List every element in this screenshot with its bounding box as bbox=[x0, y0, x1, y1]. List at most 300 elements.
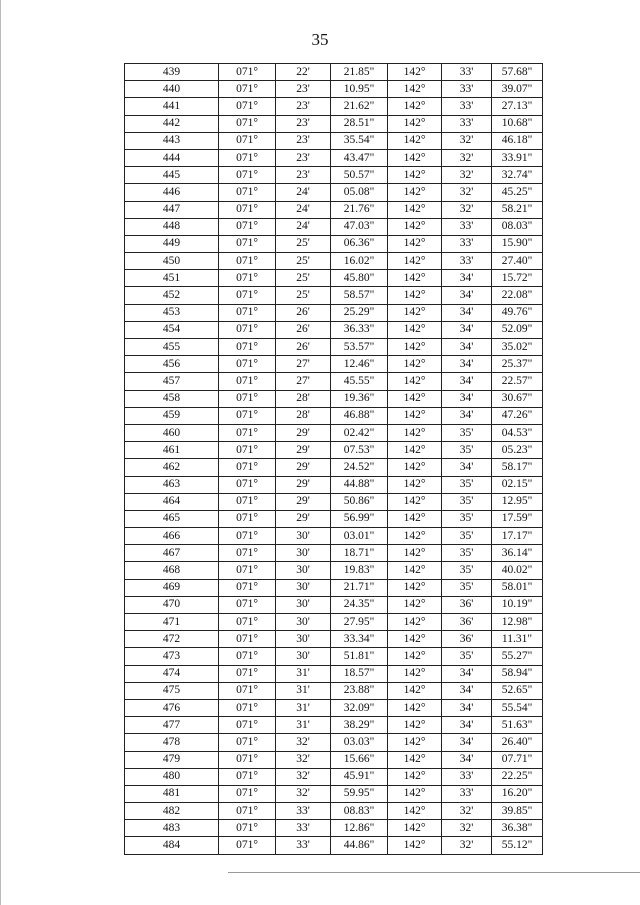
latitude-seconds-cell: 12.86" bbox=[331, 820, 388, 837]
page-left-edge bbox=[0, 0, 1, 905]
table-row bbox=[125, 339, 543, 356]
bottom-rule bbox=[228, 872, 640, 873]
latitude-minutes-cell: 32' bbox=[276, 734, 331, 751]
longitude-degrees-cell: 142° bbox=[388, 304, 442, 321]
longitude-minutes-cell: 32' bbox=[442, 837, 492, 854]
coordinates-table-body bbox=[125, 64, 543, 855]
longitude-degrees-cell: 142° bbox=[388, 751, 442, 768]
longitude-seconds-cell: 27.40" bbox=[492, 253, 543, 270]
table-row bbox=[125, 98, 543, 115]
longitude-minutes-cell: 33' bbox=[442, 98, 492, 115]
latitude-minutes-cell: 27' bbox=[276, 356, 331, 373]
point-number-cell: 476 bbox=[125, 699, 219, 716]
longitude-minutes-cell: 33' bbox=[442, 218, 492, 235]
longitude-seconds-cell: 02.15" bbox=[492, 476, 543, 493]
point-number-cell: 457 bbox=[125, 373, 219, 390]
latitude-degrees-cell: 071° bbox=[219, 717, 276, 734]
longitude-seconds-cell: 45.25" bbox=[492, 184, 543, 201]
latitude-minutes-cell: 33' bbox=[276, 803, 331, 820]
latitude-seconds-cell: 38.29" bbox=[331, 717, 388, 734]
longitude-degrees-cell: 142° bbox=[388, 287, 442, 304]
longitude-seconds-cell: 52.09" bbox=[492, 321, 543, 338]
latitude-degrees-cell: 071° bbox=[219, 459, 276, 476]
point-number-cell: 474 bbox=[125, 665, 219, 682]
longitude-minutes-cell: 34' bbox=[442, 717, 492, 734]
longitude-minutes-cell: 36' bbox=[442, 596, 492, 613]
table-row bbox=[125, 820, 543, 837]
latitude-seconds-cell: 25.29" bbox=[331, 304, 388, 321]
point-number-cell: 469 bbox=[125, 579, 219, 596]
longitude-seconds-cell: 36.14" bbox=[492, 545, 543, 562]
latitude-seconds-cell: 19.83" bbox=[331, 562, 388, 579]
latitude-seconds-cell: 58.57" bbox=[331, 287, 388, 304]
latitude-degrees-cell: 071° bbox=[219, 270, 276, 287]
longitude-degrees-cell: 142° bbox=[388, 390, 442, 407]
longitude-minutes-cell: 34' bbox=[442, 339, 492, 356]
latitude-seconds-cell: 44.88" bbox=[331, 476, 388, 493]
latitude-minutes-cell: 30' bbox=[276, 596, 331, 613]
latitude-degrees-cell: 071° bbox=[219, 820, 276, 837]
longitude-degrees-cell: 142° bbox=[388, 768, 442, 785]
longitude-minutes-cell: 32' bbox=[442, 184, 492, 201]
latitude-degrees-cell: 071° bbox=[219, 545, 276, 562]
point-number-cell: 447 bbox=[125, 201, 219, 218]
longitude-minutes-cell: 36' bbox=[442, 614, 492, 631]
table-row bbox=[125, 785, 543, 802]
latitude-minutes-cell: 32' bbox=[276, 768, 331, 785]
coordinates-table bbox=[124, 63, 543, 855]
longitude-minutes-cell: 35' bbox=[442, 545, 492, 562]
longitude-seconds-cell: 55.54" bbox=[492, 699, 543, 716]
latitude-minutes-cell: 28' bbox=[276, 390, 331, 407]
latitude-seconds-cell: 08.83" bbox=[331, 803, 388, 820]
longitude-minutes-cell: 34' bbox=[442, 734, 492, 751]
longitude-degrees-cell: 142° bbox=[388, 407, 442, 424]
longitude-degrees-cell: 142° bbox=[388, 459, 442, 476]
longitude-seconds-cell: 33.91" bbox=[492, 149, 543, 166]
longitude-seconds-cell: 07.71" bbox=[492, 751, 543, 768]
point-number-cell: 442 bbox=[125, 115, 219, 132]
longitude-seconds-cell: 58.94" bbox=[492, 665, 543, 682]
longitude-degrees-cell: 142° bbox=[388, 820, 442, 837]
latitude-degrees-cell: 071° bbox=[219, 339, 276, 356]
longitude-seconds-cell: 22.57" bbox=[492, 373, 543, 390]
latitude-seconds-cell: 36.33" bbox=[331, 321, 388, 338]
longitude-seconds-cell: 58.21" bbox=[492, 201, 543, 218]
point-number-cell: 459 bbox=[125, 407, 219, 424]
latitude-minutes-cell: 29' bbox=[276, 459, 331, 476]
longitude-minutes-cell: 35' bbox=[442, 562, 492, 579]
latitude-minutes-cell: 24' bbox=[276, 184, 331, 201]
longitude-minutes-cell: 33' bbox=[442, 253, 492, 270]
latitude-degrees-cell: 071° bbox=[219, 64, 276, 81]
longitude-seconds-cell: 15.72" bbox=[492, 270, 543, 287]
table-row bbox=[125, 132, 543, 149]
table-row bbox=[125, 476, 543, 493]
table-row bbox=[125, 184, 543, 201]
longitude-minutes-cell: 34' bbox=[442, 682, 492, 699]
longitude-seconds-cell: 58.01" bbox=[492, 579, 543, 596]
latitude-degrees-cell: 071° bbox=[219, 424, 276, 441]
point-number-cell: 462 bbox=[125, 459, 219, 476]
point-number-cell: 443 bbox=[125, 132, 219, 149]
point-number-cell: 477 bbox=[125, 717, 219, 734]
latitude-seconds-cell: 45.91" bbox=[331, 768, 388, 785]
point-number-cell: 464 bbox=[125, 493, 219, 510]
longitude-seconds-cell: 10.19" bbox=[492, 596, 543, 613]
latitude-minutes-cell: 29' bbox=[276, 510, 331, 527]
latitude-degrees-cell: 071° bbox=[219, 81, 276, 98]
latitude-seconds-cell: 06.36" bbox=[331, 235, 388, 252]
longitude-seconds-cell: 25.37" bbox=[492, 356, 543, 373]
longitude-minutes-cell: 35' bbox=[442, 510, 492, 527]
table-row bbox=[125, 287, 543, 304]
latitude-degrees-cell: 071° bbox=[219, 837, 276, 854]
table-row bbox=[125, 201, 543, 218]
longitude-seconds-cell: 30.67" bbox=[492, 390, 543, 407]
table-row bbox=[125, 115, 543, 132]
table-row bbox=[125, 648, 543, 665]
longitude-seconds-cell: 15.90" bbox=[492, 235, 543, 252]
longitude-minutes-cell: 33' bbox=[442, 768, 492, 785]
longitude-degrees-cell: 142° bbox=[388, 648, 442, 665]
latitude-degrees-cell: 071° bbox=[219, 98, 276, 115]
longitude-seconds-cell: 32.74" bbox=[492, 167, 543, 184]
longitude-degrees-cell: 142° bbox=[388, 201, 442, 218]
latitude-minutes-cell: 23' bbox=[276, 132, 331, 149]
longitude-seconds-cell: 55.12" bbox=[492, 837, 543, 854]
latitude-seconds-cell: 33.34" bbox=[331, 631, 388, 648]
table-row bbox=[125, 562, 543, 579]
longitude-degrees-cell: 142° bbox=[388, 699, 442, 716]
point-number-cell: 454 bbox=[125, 321, 219, 338]
point-number-cell: 472 bbox=[125, 631, 219, 648]
longitude-minutes-cell: 36' bbox=[442, 631, 492, 648]
latitude-seconds-cell: 46.88" bbox=[331, 407, 388, 424]
point-number-cell: 456 bbox=[125, 356, 219, 373]
longitude-seconds-cell: 11.31" bbox=[492, 631, 543, 648]
longitude-minutes-cell: 32' bbox=[442, 149, 492, 166]
latitude-minutes-cell: 29' bbox=[276, 424, 331, 441]
latitude-minutes-cell: 32' bbox=[276, 751, 331, 768]
latitude-degrees-cell: 071° bbox=[219, 510, 276, 527]
latitude-seconds-cell: 56.99" bbox=[331, 510, 388, 527]
latitude-minutes-cell: 31' bbox=[276, 665, 331, 682]
longitude-seconds-cell: 22.25" bbox=[492, 768, 543, 785]
latitude-minutes-cell: 28' bbox=[276, 407, 331, 424]
point-number-cell: 481 bbox=[125, 785, 219, 802]
latitude-degrees-cell: 071° bbox=[219, 631, 276, 648]
longitude-minutes-cell: 32' bbox=[442, 820, 492, 837]
latitude-degrees-cell: 071° bbox=[219, 167, 276, 184]
latitude-degrees-cell: 071° bbox=[219, 235, 276, 252]
longitude-minutes-cell: 34' bbox=[442, 390, 492, 407]
longitude-degrees-cell: 142° bbox=[388, 339, 442, 356]
latitude-seconds-cell: 28.51" bbox=[331, 115, 388, 132]
point-number-cell: 449 bbox=[125, 235, 219, 252]
longitude-seconds-cell: 04.53" bbox=[492, 424, 543, 441]
point-number-cell: 484 bbox=[125, 837, 219, 854]
latitude-seconds-cell: 51.81" bbox=[331, 648, 388, 665]
latitude-seconds-cell: 50.86" bbox=[331, 493, 388, 510]
point-number-cell: 465 bbox=[125, 510, 219, 527]
longitude-degrees-cell: 142° bbox=[388, 734, 442, 751]
latitude-minutes-cell: 26' bbox=[276, 304, 331, 321]
latitude-degrees-cell: 071° bbox=[219, 201, 276, 218]
page-number: 35 bbox=[311, 30, 329, 49]
latitude-seconds-cell: 24.52" bbox=[331, 459, 388, 476]
latitude-degrees-cell: 071° bbox=[219, 751, 276, 768]
latitude-degrees-cell: 071° bbox=[219, 614, 276, 631]
longitude-degrees-cell: 142° bbox=[388, 545, 442, 562]
latitude-seconds-cell: 59.95" bbox=[331, 785, 388, 802]
latitude-minutes-cell: 29' bbox=[276, 493, 331, 510]
longitude-degrees-cell: 142° bbox=[388, 528, 442, 545]
longitude-seconds-cell: 49.76" bbox=[492, 304, 543, 321]
longitude-minutes-cell: 33' bbox=[442, 81, 492, 98]
point-number-cell: 444 bbox=[125, 149, 219, 166]
table-row bbox=[125, 167, 543, 184]
longitude-seconds-cell: 16.20" bbox=[492, 785, 543, 802]
latitude-degrees-cell: 071° bbox=[219, 321, 276, 338]
longitude-degrees-cell: 142° bbox=[388, 493, 442, 510]
latitude-seconds-cell: 45.80" bbox=[331, 270, 388, 287]
table-row bbox=[125, 407, 543, 424]
latitude-minutes-cell: 29' bbox=[276, 442, 331, 459]
latitude-seconds-cell: 15.66" bbox=[331, 751, 388, 768]
latitude-minutes-cell: 30' bbox=[276, 545, 331, 562]
latitude-seconds-cell: 05.08" bbox=[331, 184, 388, 201]
latitude-minutes-cell: 30' bbox=[276, 648, 331, 665]
table-row bbox=[125, 493, 543, 510]
longitude-minutes-cell: 34' bbox=[442, 699, 492, 716]
latitude-seconds-cell: 10.95" bbox=[331, 81, 388, 98]
table-row bbox=[125, 356, 543, 373]
point-number-cell: 458 bbox=[125, 390, 219, 407]
longitude-minutes-cell: 34' bbox=[442, 287, 492, 304]
latitude-minutes-cell: 31' bbox=[276, 682, 331, 699]
longitude-minutes-cell: 35' bbox=[442, 442, 492, 459]
longitude-degrees-cell: 142° bbox=[388, 321, 442, 338]
latitude-seconds-cell: 07.53" bbox=[331, 442, 388, 459]
longitude-seconds-cell: 08.03" bbox=[492, 218, 543, 235]
point-number-cell: 461 bbox=[125, 442, 219, 459]
latitude-degrees-cell: 071° bbox=[219, 442, 276, 459]
table-row bbox=[125, 459, 543, 476]
longitude-seconds-cell: 27.13" bbox=[492, 98, 543, 115]
longitude-minutes-cell: 34' bbox=[442, 304, 492, 321]
table-row bbox=[125, 218, 543, 235]
latitude-degrees-cell: 071° bbox=[219, 596, 276, 613]
longitude-seconds-cell: 57.68" bbox=[492, 64, 543, 81]
latitude-minutes-cell: 30' bbox=[276, 579, 331, 596]
latitude-seconds-cell: 47.03" bbox=[331, 218, 388, 235]
latitude-minutes-cell: 30' bbox=[276, 614, 331, 631]
longitude-degrees-cell: 142° bbox=[388, 253, 442, 270]
longitude-degrees-cell: 142° bbox=[388, 614, 442, 631]
table-row bbox=[125, 510, 543, 527]
longitude-minutes-cell: 34' bbox=[442, 459, 492, 476]
longitude-minutes-cell: 34' bbox=[442, 373, 492, 390]
longitude-degrees-cell: 142° bbox=[388, 682, 442, 699]
latitude-degrees-cell: 071° bbox=[219, 115, 276, 132]
longitude-minutes-cell: 35' bbox=[442, 424, 492, 441]
point-number-cell: 460 bbox=[125, 424, 219, 441]
latitude-minutes-cell: 23' bbox=[276, 98, 331, 115]
latitude-minutes-cell: 30' bbox=[276, 562, 331, 579]
table-row bbox=[125, 304, 543, 321]
longitude-minutes-cell: 32' bbox=[442, 201, 492, 218]
longitude-degrees-cell: 142° bbox=[388, 218, 442, 235]
table-row bbox=[125, 235, 543, 252]
longitude-degrees-cell: 142° bbox=[388, 356, 442, 373]
latitude-seconds-cell: 16.02" bbox=[331, 253, 388, 270]
longitude-seconds-cell: 51.63" bbox=[492, 717, 543, 734]
longitude-degrees-cell: 142° bbox=[388, 115, 442, 132]
longitude-degrees-cell: 142° bbox=[388, 167, 442, 184]
latitude-degrees-cell: 071° bbox=[219, 287, 276, 304]
table-row bbox=[125, 734, 543, 751]
longitude-minutes-cell: 32' bbox=[442, 803, 492, 820]
table-row bbox=[125, 149, 543, 166]
longitude-minutes-cell: 34' bbox=[442, 270, 492, 287]
point-number-cell: 482 bbox=[125, 803, 219, 820]
latitude-seconds-cell: 21.85" bbox=[331, 64, 388, 81]
longitude-degrees-cell: 142° bbox=[388, 235, 442, 252]
longitude-minutes-cell: 35' bbox=[442, 476, 492, 493]
table-row bbox=[125, 614, 543, 631]
longitude-degrees-cell: 142° bbox=[388, 837, 442, 854]
longitude-degrees-cell: 142° bbox=[388, 717, 442, 734]
latitude-degrees-cell: 071° bbox=[219, 373, 276, 390]
point-number-cell: 448 bbox=[125, 218, 219, 235]
latitude-seconds-cell: 44.86" bbox=[331, 837, 388, 854]
point-number-cell: 452 bbox=[125, 287, 219, 304]
table-row bbox=[125, 373, 543, 390]
longitude-minutes-cell: 33' bbox=[442, 115, 492, 132]
point-number-cell: 441 bbox=[125, 98, 219, 115]
longitude-seconds-cell: 39.85" bbox=[492, 803, 543, 820]
latitude-seconds-cell: 18.57" bbox=[331, 665, 388, 682]
latitude-seconds-cell: 12.46" bbox=[331, 356, 388, 373]
table-row bbox=[125, 699, 543, 716]
longitude-minutes-cell: 32' bbox=[442, 167, 492, 184]
longitude-degrees-cell: 142° bbox=[388, 803, 442, 820]
longitude-degrees-cell: 142° bbox=[388, 98, 442, 115]
latitude-minutes-cell: 31' bbox=[276, 717, 331, 734]
latitude-minutes-cell: 30' bbox=[276, 528, 331, 545]
point-number-cell: 468 bbox=[125, 562, 219, 579]
table-row bbox=[125, 442, 543, 459]
table-row bbox=[125, 665, 543, 682]
point-number-cell: 470 bbox=[125, 596, 219, 613]
point-number-cell: 453 bbox=[125, 304, 219, 321]
longitude-minutes-cell: 33' bbox=[442, 785, 492, 802]
point-number-cell: 480 bbox=[125, 768, 219, 785]
point-number-cell: 478 bbox=[125, 734, 219, 751]
latitude-minutes-cell: 23' bbox=[276, 167, 331, 184]
latitude-minutes-cell: 30' bbox=[276, 631, 331, 648]
latitude-degrees-cell: 071° bbox=[219, 579, 276, 596]
table-row bbox=[125, 81, 543, 98]
table-row bbox=[125, 682, 543, 699]
table-row bbox=[125, 545, 543, 562]
longitude-degrees-cell: 142° bbox=[388, 562, 442, 579]
point-number-cell: 483 bbox=[125, 820, 219, 837]
longitude-minutes-cell: 35' bbox=[442, 493, 492, 510]
latitude-degrees-cell: 071° bbox=[219, 682, 276, 699]
latitude-seconds-cell: 03.03" bbox=[331, 734, 388, 751]
longitude-degrees-cell: 142° bbox=[388, 424, 442, 441]
table-row bbox=[125, 253, 543, 270]
longitude-seconds-cell: 55.27" bbox=[492, 648, 543, 665]
latitude-minutes-cell: 23' bbox=[276, 81, 331, 98]
point-number-cell: 473 bbox=[125, 648, 219, 665]
longitude-seconds-cell: 22.08" bbox=[492, 287, 543, 304]
point-number-cell: 471 bbox=[125, 614, 219, 631]
longitude-seconds-cell: 05.23" bbox=[492, 442, 543, 459]
latitude-seconds-cell: 21.62" bbox=[331, 98, 388, 115]
latitude-degrees-cell: 071° bbox=[219, 407, 276, 424]
longitude-seconds-cell: 26.40" bbox=[492, 734, 543, 751]
longitude-minutes-cell: 35' bbox=[442, 528, 492, 545]
latitude-seconds-cell: 21.76" bbox=[331, 201, 388, 218]
latitude-degrees-cell: 071° bbox=[219, 356, 276, 373]
latitude-minutes-cell: 32' bbox=[276, 785, 331, 802]
latitude-seconds-cell: 18.71" bbox=[331, 545, 388, 562]
latitude-minutes-cell: 33' bbox=[276, 820, 331, 837]
longitude-minutes-cell: 33' bbox=[442, 235, 492, 252]
point-number-cell: 440 bbox=[125, 81, 219, 98]
table-row bbox=[125, 768, 543, 785]
latitude-degrees-cell: 071° bbox=[219, 132, 276, 149]
latitude-minutes-cell: 23' bbox=[276, 115, 331, 132]
latitude-seconds-cell: 21.71" bbox=[331, 579, 388, 596]
table-row bbox=[125, 270, 543, 287]
latitude-seconds-cell: 43.47" bbox=[331, 149, 388, 166]
point-number-cell: 475 bbox=[125, 682, 219, 699]
table-row bbox=[125, 390, 543, 407]
latitude-seconds-cell: 45.55" bbox=[331, 373, 388, 390]
latitude-seconds-cell: 19.36" bbox=[331, 390, 388, 407]
latitude-degrees-cell: 071° bbox=[219, 390, 276, 407]
latitude-minutes-cell: 25' bbox=[276, 270, 331, 287]
table-row bbox=[125, 424, 543, 441]
longitude-seconds-cell: 58.17" bbox=[492, 459, 543, 476]
latitude-minutes-cell: 33' bbox=[276, 837, 331, 854]
point-number-cell: 479 bbox=[125, 751, 219, 768]
latitude-minutes-cell: 25' bbox=[276, 235, 331, 252]
latitude-degrees-cell: 071° bbox=[219, 648, 276, 665]
table-row bbox=[125, 837, 543, 854]
latitude-minutes-cell: 23' bbox=[276, 149, 331, 166]
longitude-degrees-cell: 142° bbox=[388, 510, 442, 527]
longitude-seconds-cell: 35.02" bbox=[492, 339, 543, 356]
longitude-minutes-cell: 34' bbox=[442, 407, 492, 424]
table-row bbox=[125, 579, 543, 596]
longitude-degrees-cell: 142° bbox=[388, 476, 442, 493]
longitude-degrees-cell: 142° bbox=[388, 81, 442, 98]
longitude-seconds-cell: 47.26" bbox=[492, 407, 543, 424]
longitude-minutes-cell: 34' bbox=[442, 751, 492, 768]
latitude-seconds-cell: 24.35" bbox=[331, 596, 388, 613]
latitude-degrees-cell: 071° bbox=[219, 665, 276, 682]
longitude-degrees-cell: 142° bbox=[388, 184, 442, 201]
longitude-minutes-cell: 35' bbox=[442, 648, 492, 665]
point-number-cell: 450 bbox=[125, 253, 219, 270]
longitude-degrees-cell: 142° bbox=[388, 270, 442, 287]
table-row bbox=[125, 321, 543, 338]
